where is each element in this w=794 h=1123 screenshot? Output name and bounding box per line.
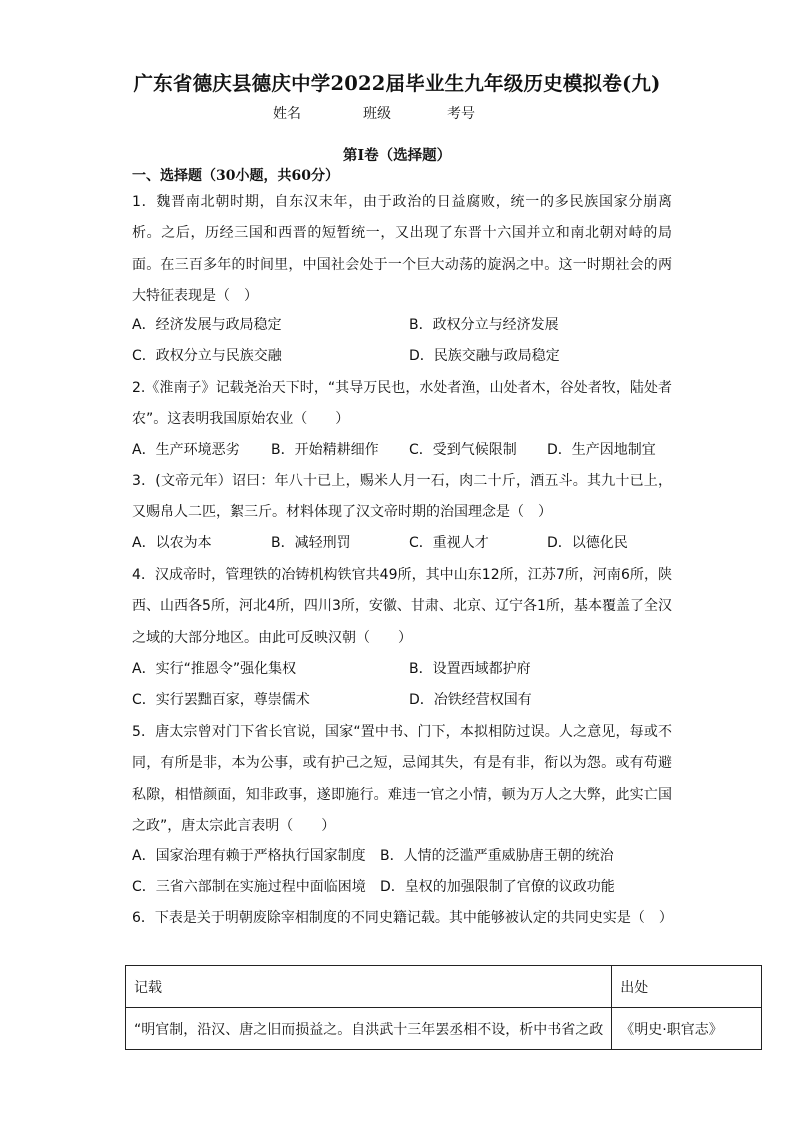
question-6-stem: 6．下表是关于明朝废除宰相制度的不同史籍记载。其中能够被认定的共同史实是（ ）: [132, 910, 673, 926]
table-header-cell: 出处: [612, 966, 762, 1008]
question-5-options: [132, 841, 672, 872]
option-d: D．皇权的加强限制了官僚的议政功能: [380, 879, 615, 895]
question-4-options: [132, 654, 672, 685]
class-label: 班级: [363, 106, 391, 122]
option-d: D．冶铁经营权国有: [409, 692, 532, 708]
option-a: A．以农为本: [132, 535, 212, 551]
table-row: [126, 1008, 762, 1050]
table-header-row: [126, 966, 762, 1008]
question-5-stem: 5．唐太宗曾对门下省长官说，国家“置中书、门下，本拟相防过误。人之意见，每或不同，有所是非，本为公事，或有护己之短，忌闻其失，有是有非，衔以为怨。或有苟避私隙，相惜颜面，知非政事，遂即施行。难违一官之小情，顿为万人之大弊，此实亡国之政”，唐太宗此言表明（ ）: [132, 724, 672, 835]
name-label: 姓名: [273, 106, 301, 122]
option-b: B．开始精耕细作: [271, 442, 379, 458]
option-a: A．经济发展与政局稳定: [132, 317, 282, 333]
question-2-stem: 2.《淮南子》记载尧治天下时，“其导万民也，水处者渔，山处者木，谷处者牧，陆处者农”。这表明我国原始农业（ ）: [132, 380, 672, 428]
table-header-cell: 记载: [126, 966, 612, 1008]
exam-title: 广东省德庆县德庆中学2022届毕业生九年级历史模拟卷(九): [133, 72, 661, 95]
option-b: B．减轻刑罚: [271, 535, 351, 551]
question-3-options: [132, 528, 672, 559]
question-4-options-row2: [132, 685, 672, 716]
table-cell: “明官制，沿汉、唐之旧而损益之。自洪武十三年罢丞相不设，析中书省之政: [126, 1008, 612, 1050]
table-cell: 《明史·职官志》: [612, 1008, 762, 1050]
option-a: A．实行“推恩令”强化集权: [132, 661, 297, 677]
option-a: A．生产环境恶劣: [132, 442, 240, 458]
option-c: C．受到气候限制: [409, 442, 517, 458]
number-label: 考号: [447, 106, 475, 122]
question-1-stem: 1．魏晋南北朝时期，自东汉末年，由于政治的日益腐败，统一的多民族国家分崩离析。之后，历经三国和西晋的短暂统一，又出现了东晋十六国并立和南北朝对峙的局面。在三百多年的时间里，中国社会处于一个巨大动荡的旋涡之中。这一时期社会的两大特征表现是（ ）: [132, 194, 672, 305]
question-1-options: [132, 310, 672, 341]
option-c: C．实行罢黜百家，尊崇儒术: [132, 692, 310, 708]
option-d: D．以德化民: [547, 535, 628, 551]
question-1-options-row2: [132, 341, 672, 372]
question-2-options: [132, 435, 672, 466]
option-d: D．生产因地制宜: [547, 442, 656, 458]
question-4-stem: 4．汉成帝时，管理铁的冶铸机构铁官共49所，其中山东12所，江苏7所，河南6所，陕西、山西各5所，河北4所，四川3所，安徽、甘肃、北京、辽宁各1所，基本覆盖了全汉之域的大部分地区。由此可反映汉朝（ ）: [132, 567, 672, 646]
part-heading: 一、选择题（30小题，共60分）: [132, 168, 339, 184]
question-3-stem: 3．(文帝元年）诏曰：年八十已上，赐米人月一石，肉二十斤，酒五斗。其九十已上，又赐帛人二匹，絮三斤。材料体现了汉文帝时期的治国理念是（ ）: [132, 473, 672, 521]
section-title: 第I卷（选择题）: [342, 147, 452, 164]
option-b: B．人情的泛滥严重威胁唐王朝的统治: [380, 848, 614, 864]
option-a: A．国家治理有赖于严格执行国家制度: [132, 848, 366, 864]
option-c: C．政权分立与民族交融: [132, 348, 282, 364]
option-b: B．政权分立与经济发展: [409, 317, 559, 333]
option-b: B．设置西域都护府: [409, 661, 531, 677]
question-5-options-row2: [132, 872, 672, 903]
question-6-table: [125, 965, 762, 1050]
option-c: C．重视人才: [409, 535, 489, 551]
option-d: D．民族交融与政局稳定: [409, 348, 560, 364]
option-c: C．三省六部制在实施过程中面临困境: [132, 879, 366, 895]
